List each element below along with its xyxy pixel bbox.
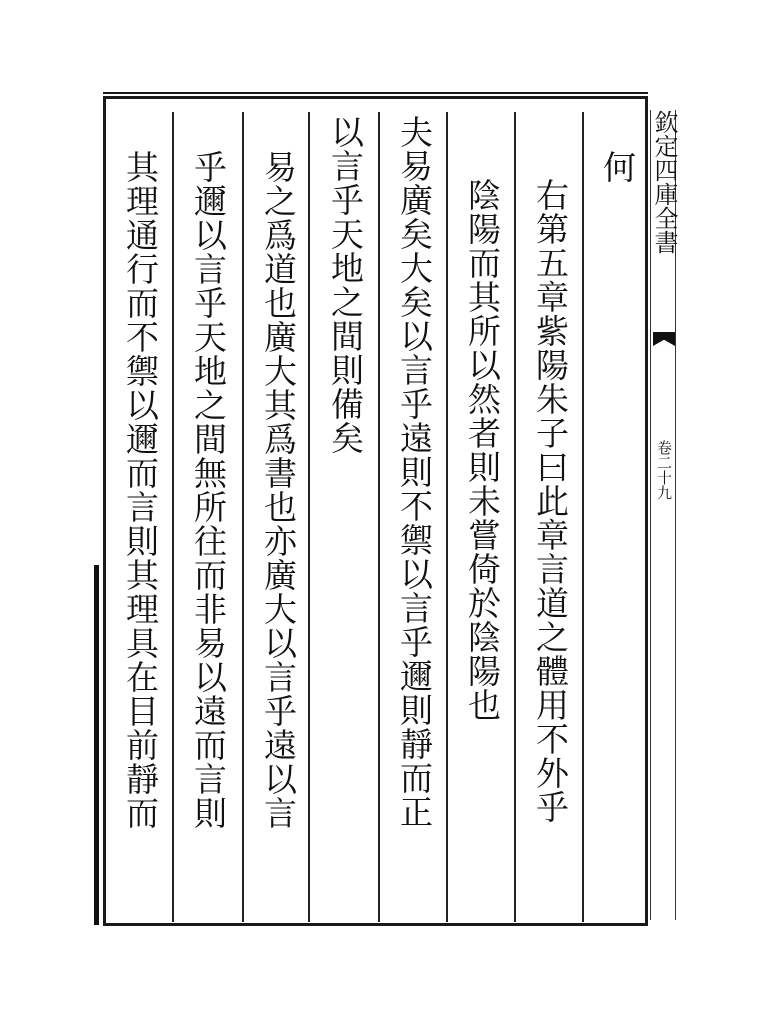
column-rule	[446, 112, 448, 922]
text-column-5: 以言乎天地之間則備矣	[326, 115, 365, 455]
book-title: 欽定四庫全書	[650, 110, 678, 254]
column-rule	[308, 112, 310, 922]
column-rule	[514, 112, 516, 922]
page-margin-strip	[650, 110, 676, 920]
text-column-3: 陰陽而其所以然者則未嘗倚於陰陽也	[463, 178, 502, 722]
column-rule	[378, 112, 380, 922]
volume-label: 卷二十九	[655, 440, 673, 500]
column-rule	[242, 112, 244, 922]
column-rule	[582, 112, 584, 922]
frame-top-rule	[103, 92, 648, 94]
text-column-1: 何	[598, 150, 637, 184]
text-column-6: 易之爲道也廣大其爲書也亦廣大以言乎遠以言	[259, 150, 298, 830]
text-column-7: 乎邇以言乎天地之間無所往而非易以遠而言則	[189, 150, 228, 830]
column-rule	[172, 112, 174, 922]
fish-tail-mark	[653, 332, 675, 346]
text-column-4: 夫易廣矣大矣以言乎遠則不禦以言乎邇則靜而正	[395, 115, 434, 829]
text-column-2: 右第五章紫陽朱子曰此章言道之體用不外乎	[531, 178, 570, 824]
text-column-8: 其理通行而不禦以邇而言則其理具在目前靜而	[121, 150, 160, 830]
binding-edge	[94, 565, 99, 925]
